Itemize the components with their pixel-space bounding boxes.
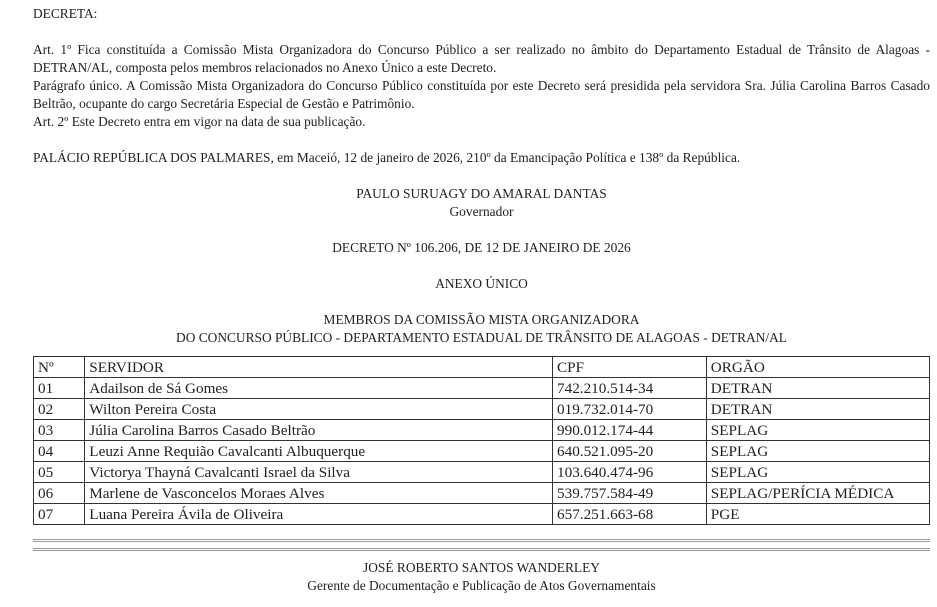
cell-orgao: DETRAN bbox=[706, 399, 929, 420]
cell-servidor: Victorya Thayná Cavalcanti Israel da Silva bbox=[85, 462, 553, 483]
cell-cpf: 640.521.095-20 bbox=[553, 441, 707, 462]
table-row bbox=[34, 399, 930, 420]
cell-no: 01 bbox=[34, 378, 85, 399]
members-table bbox=[33, 356, 930, 525]
cell-orgao: SEPLAG bbox=[706, 462, 929, 483]
cell-no: 07 bbox=[34, 504, 85, 525]
footer bbox=[33, 559, 930, 595]
cell-orgao: DETRAN bbox=[706, 378, 929, 399]
cell-orgao: PGE bbox=[706, 504, 929, 525]
palacio-line: PALÁCIO REPÚBLICA DOS PALMARES, em Maceió, 12 de janeiro de 2026, 210º da Emancipação Política e 138º da República. bbox=[33, 150, 741, 165]
decreta-heading: DECRETA: bbox=[33, 6, 98, 21]
cell-servidor: Júlia Carolina Barros Casado Beltrão bbox=[85, 420, 553, 441]
cell-servidor: Adailson de Sá Gomes bbox=[85, 378, 553, 399]
cell-no: 06 bbox=[34, 483, 85, 504]
cell-cpf: 657.251.663-68 bbox=[553, 504, 707, 525]
table-row bbox=[34, 378, 930, 399]
cell-cpf: 103.640.474-96 bbox=[553, 462, 707, 483]
header-cpf: CPF bbox=[553, 357, 707, 378]
document-page bbox=[33, 5, 930, 595]
footer-title: Gerente de Documentação e Publicação de Atos Governamentais bbox=[307, 578, 656, 593]
paragrafo-unico: Parágrafo único. A Comissão Mista Organizadora do Concurso Público constituída por este Decreto será presidida pela servidora Sra. Júlia Carolina Barros Casado Beltrão, ocupante do cargo Secretária Especial de Gestão e Patrimônio. bbox=[33, 78, 930, 111]
table-row bbox=[34, 483, 930, 504]
cell-servidor: Leuzi Anne Requião Cavalcanti Albuquerque bbox=[85, 441, 553, 462]
spacer bbox=[33, 131, 930, 149]
spacer bbox=[33, 257, 930, 275]
annex-title: ANEXO ÚNICO bbox=[435, 276, 528, 291]
table-header-row bbox=[34, 357, 930, 378]
table-row bbox=[34, 462, 930, 483]
decree-reference: DECRETO Nº 106.206, DE 12 DE JANEIRO DE 2026 bbox=[332, 240, 631, 255]
cell-no: 02 bbox=[34, 399, 85, 420]
article-2: Art. 2º Este Decreto entra em vigor na data de sua publicação. bbox=[33, 114, 366, 129]
annex-subtitle-line-1: MEMBROS DA COMISSÃO MISTA ORGANIZADORA bbox=[323, 312, 640, 327]
spacer bbox=[33, 167, 930, 185]
annex-subtitle-line-2: DO CONCURSO PÚBLICO - DEPARTAMENTO ESTADUAL DE TRÂNSITO DE ALAGOAS - DETRAN/AL bbox=[176, 330, 787, 345]
table-row bbox=[34, 420, 930, 441]
cell-no: 03 bbox=[34, 420, 85, 441]
cell-cpf: 019.732.014-70 bbox=[553, 399, 707, 420]
cell-orgao: SEPLAG bbox=[706, 441, 929, 462]
cell-cpf: 742.210.514-34 bbox=[553, 378, 707, 399]
table-row bbox=[34, 441, 930, 462]
spacer bbox=[33, 293, 930, 311]
cell-servidor: Marlene de Vasconcelos Moraes Alves bbox=[85, 483, 553, 504]
cell-orgao: SEPLAG/PERÍCIA MÉDICA bbox=[706, 483, 929, 504]
cell-servidor: Wilton Pereira Costa bbox=[85, 399, 553, 420]
header-no: Nº bbox=[34, 357, 85, 378]
header-orgao: ORGÃO bbox=[706, 357, 929, 378]
cell-servidor: Luana Pereira Ávila de Oliveira bbox=[85, 504, 553, 525]
article-1: Art. 1º Fica constituída a Comissão Mista Organizadora do Concurso Público a ser realizado no âmbito do Departamento Estadual de Trânsito de Alagoas - DETRAN/AL, composta pelos membros relacionados no Anexo Único a este Decreto. bbox=[33, 42, 930, 75]
spacer bbox=[33, 23, 930, 41]
spacer bbox=[33, 221, 930, 239]
governor-title: Governador bbox=[449, 204, 514, 219]
header-servidor: SERVIDOR bbox=[85, 357, 553, 378]
footer-name: JOSÉ ROBERTO SANTOS WANDERLEY bbox=[363, 560, 600, 575]
table-row bbox=[34, 504, 930, 525]
cell-cpf: 990.012.174-44 bbox=[553, 420, 707, 441]
cell-no: 05 bbox=[34, 462, 85, 483]
section-divider bbox=[33, 539, 930, 551]
cell-orgao: SEPLAG bbox=[706, 420, 929, 441]
cell-no: 04 bbox=[34, 441, 85, 462]
governor-name: PAULO SURUAGY DO AMARAL DANTAS bbox=[356, 186, 607, 201]
cell-cpf: 539.757.584-49 bbox=[553, 483, 707, 504]
